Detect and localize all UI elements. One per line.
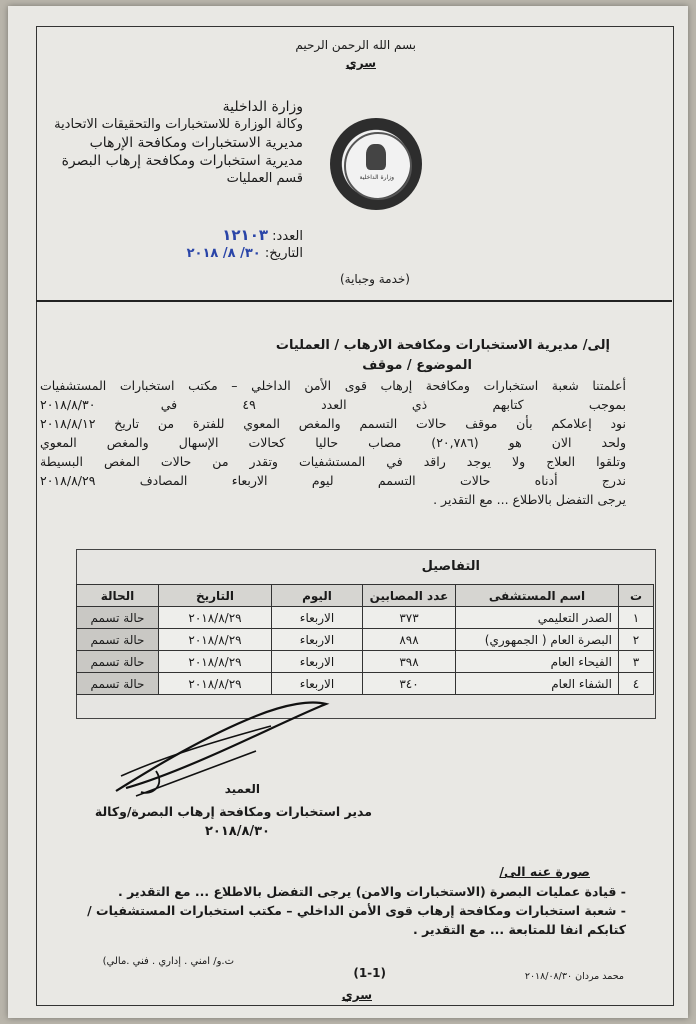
classification-top: سري [345, 56, 376, 70]
cell-day: الاربعاء [272, 651, 363, 673]
page-number: (1-1) [353, 966, 386, 980]
cell-date: ٢٠١٨/٨/٢٩ [159, 673, 272, 695]
copy-line: - قيادة عمليات البصرة (الاستخبارات والامن) يرجى التفضل بالاطلاع ... مع التقدير . [118, 884, 626, 899]
reference-number [222, 226, 303, 244]
number-label: العدد: [272, 229, 303, 244]
ministry-seal-icon [330, 118, 422, 210]
date-value: ٣٠/ ٨/ ٢٠١٨ [186, 246, 261, 261]
header-status: الحالة [77, 585, 159, 607]
document-page [8, 6, 688, 1018]
header-day: اليوم [272, 585, 363, 607]
reference-codes: ت.و/ امني . إداري . فني .مالي) [102, 956, 234, 967]
issuer-block [54, 98, 303, 188]
body-line: ولحد الان هو (٢٠,٧٨٦) مصاب حاليا كحالات الإسهال والمغص المعوي [40, 435, 626, 450]
cell-hospital: الفيحاء العام [456, 651, 619, 673]
table-row [77, 629, 654, 651]
copy-line: - شعبة استخبارات ومكافحة إرهاب قوى الأمن الداخلي – مكتب استخبارات المستشفيات / [87, 903, 626, 918]
cell-date: ٢٠١٨/٨/٢٩ [159, 607, 272, 629]
service-note: (خدمة وجباية) [339, 272, 410, 286]
cell-hospital: الصدر التعليمي [456, 607, 619, 629]
subject: الموضوع / موقف [362, 358, 472, 373]
cell-count: ٣٧٣ [363, 607, 456, 629]
cell-hospital: البصرة العام ( الجمهوري) [456, 629, 619, 651]
cell-date: ٢٠١٨/٨/٢٩ [159, 651, 272, 673]
issuer-line: وزارة الداخلية [222, 99, 303, 115]
body-line: ندرج أدناه حالات التسمم ليوم الاربعاء المصادف ٢٠١٨/٨/٢٩ [40, 473, 626, 488]
cell-index: ٢ [619, 629, 654, 651]
author-stamp: محمد مردان ٢٠١٨/٠٨/٣٠ [524, 971, 624, 982]
signature-date: ٢٠١٨/٨/٣٠ [204, 824, 270, 839]
copies-title: صورة عنه الى/ [499, 864, 590, 879]
body-line: بموجب كتابهم ذي العدد ٤٩ في ٢٠١٨/٨/٣٠ [40, 397, 626, 412]
cell-index: ٣ [619, 651, 654, 673]
cell-index: ٤ [619, 673, 654, 695]
cell-count: ٣٤٠ [363, 673, 456, 695]
body-line: نود إعلامكم بأن موقف حالات التسمم والمغص المعوي للفترة من تاريخ ٢٠١٨/٨/١٢ [40, 416, 626, 431]
cell-day: الاربعاء [272, 673, 363, 695]
number-value: ١٢١٠٣ [222, 226, 269, 244]
issuer-line: وكالة الوزارة للاستخبارات والتحقيقات الاتحادية [54, 117, 303, 132]
header-date: التاريخ [159, 585, 272, 607]
seal-label: وزارة الداخلية [360, 174, 394, 181]
cell-day: الاربعاء [272, 607, 363, 629]
letter-body [40, 376, 626, 509]
cell-status: حالة تسمم [77, 673, 159, 695]
cell-index: ١ [619, 607, 654, 629]
signer-title: مدير استخبارات ومكافحة إرهاب البصرة/وكالة [94, 804, 372, 819]
table-row [77, 673, 654, 695]
date-label: التاريخ: [264, 246, 303, 261]
reference-date [187, 246, 303, 261]
signer-rank: العميد [224, 782, 260, 796]
cell-status: حالة تسمم [77, 629, 159, 651]
header-hospital: اسم المستشفى [456, 585, 619, 607]
body-line: يرجى التفضل بالاطلاع ... مع التقدير . [433, 492, 626, 507]
header-divider [36, 300, 672, 302]
basmala: بسم الله الرحمن الرحيم [295, 38, 416, 52]
table-header-row [77, 585, 654, 607]
cell-date: ٢٠١٨/٨/٢٩ [159, 629, 272, 651]
header-count: عدد المصابين [363, 585, 456, 607]
cell-hospital: الشفاء العام [456, 673, 619, 695]
copy-line: كتابكم انفا للمتابعة ... مع التقدير . [413, 922, 626, 937]
cell-day: الاربعاء [272, 629, 363, 651]
body-line: أعلمتنا شعبة استخبارات ومكافحة إرهاب قوى الأمن الداخلي – مكتب استخبارات المستشفيات [40, 378, 626, 393]
details-title: التفاصيل [421, 559, 480, 574]
table-row [77, 607, 654, 629]
handwritten-signature [96, 696, 336, 806]
cell-count: ٣٩٨ [363, 651, 456, 673]
table-row [77, 651, 654, 673]
eagle-emblem-icon [366, 144, 386, 170]
issuer-line: قسم العمليات [226, 171, 303, 186]
header-index: ت [619, 585, 654, 607]
details-table [76, 584, 654, 695]
cell-status: حالة تسمم [77, 607, 159, 629]
copies-list [46, 882, 626, 939]
cell-status: حالة تسمم [77, 651, 159, 673]
body-line: وتلقوا العلاج ولا يوجد راقد في المستشفيات وتقدر من حالات المغص البسيطة [40, 454, 626, 469]
cell-count: ٨٩٨ [363, 629, 456, 651]
issuer-line: مديرية الاستخبارات ومكافحة الإرهاب [89, 135, 303, 151]
issuer-line: مديرية استخبارات ومكافحة إرهاب البصرة [61, 153, 303, 169]
recipient: إلى/ مديرية الاستخبارات ومكافحة الارهاب / العمليات [275, 338, 610, 353]
classification-bottom: سري [341, 988, 372, 1002]
